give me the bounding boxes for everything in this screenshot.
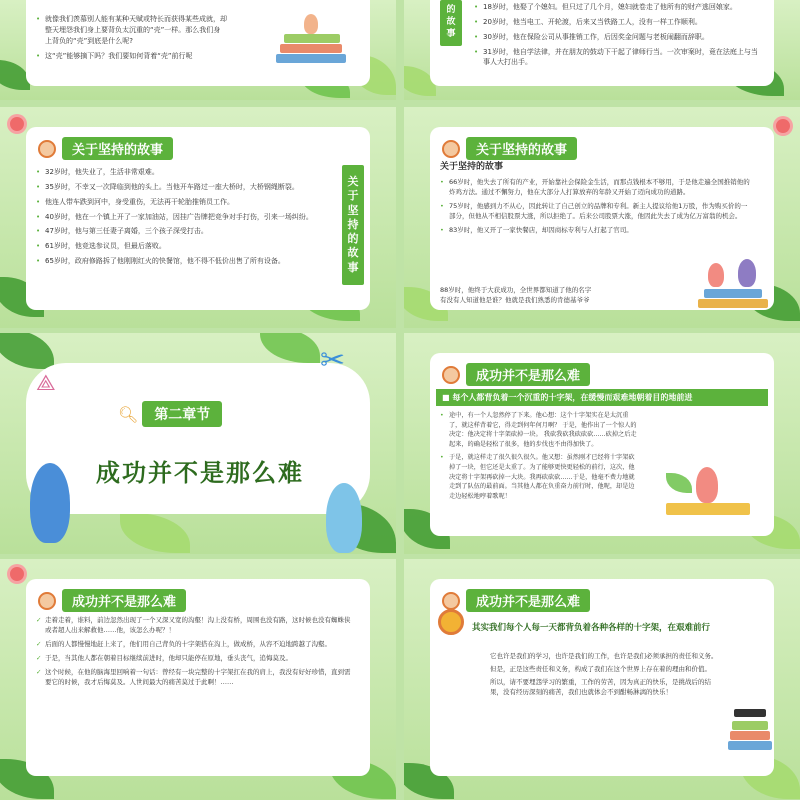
slide-2-bullet: • 31岁时，他自学法律，并在朋友的鼓动下干起了律师行当。一次审案时，竟在法庭上与当事人大打出手。 xyxy=(474,47,764,69)
teacher-avatar-icon xyxy=(38,140,56,158)
girl-illustration xyxy=(326,483,362,553)
teacher-avatar-icon xyxy=(442,140,460,158)
slide-3-title-row xyxy=(38,137,173,160)
slide-8-heading: 其实我们每个人每一天都背负着各种各样的十字架，在艰难前行 xyxy=(472,623,711,633)
slide-1-bullets xyxy=(36,14,261,65)
slide-8-title-row xyxy=(442,589,590,612)
slide-6-banner: ■ 每个人都背负着一个沉重的十字架，在缓慢而艰难地朝着目的地前进 xyxy=(436,389,768,406)
slide-5-card xyxy=(26,343,370,514)
slide-1-card xyxy=(26,0,370,86)
slide-8-title: 成功并不是那么难 xyxy=(466,589,590,612)
slide-7-bullets xyxy=(36,615,356,691)
slide-4-title-row xyxy=(442,137,577,160)
chapter-label: 第二章节 xyxy=(142,401,222,427)
books-illustration xyxy=(276,10,346,70)
teacher-avatar-icon xyxy=(442,592,460,610)
reading-girl-illustration xyxy=(666,453,750,523)
slide-2[interactable] xyxy=(404,0,800,100)
slide-8-paragraphs xyxy=(490,651,720,697)
slide-8-paragraph: 但是，正是这些责任和义务，构成了我们在这个世界上存在着的理由和价值。 xyxy=(490,665,711,674)
slide-4-subtitle: 关于坚持的故事 xyxy=(440,162,504,172)
slide-7-bullet: ✓ 走着走着，谁料，前边忽然出现了一个又深又宽的沟壑！沟上没有桥，周围也没有路，这时候也没有蜘蛛侠或者超人出来解救他……他，该怎么办呢？！ xyxy=(36,615,356,635)
slide-7-title: 成功并不是那么难 xyxy=(62,589,186,612)
slide-4-card xyxy=(430,127,774,310)
slide-7-bullet: ✓ 后面的人都慢慢地赶上来了，他们用自己背负的十字架搭在沟上，做成桥，从容不迫地跨越了沟壑。 xyxy=(36,639,356,649)
slide-6-bullet: • 于是，就这样走了很久很久很久。他又想：虽然刚才已经将十字架砍掉了一块，但它还是太重了。为了能够更快更轻松的前行，这次，他决定将十字架再砍掉一大块。我再砍砍砍……于是，他毫不费力地就走到了队伍的最前面。当其他人都在负重奋力前行时，他呢，却是边走边轻松地哼着歌呢！ xyxy=(440,453,640,501)
magnifier-icon: 🔍︎ xyxy=(118,404,139,424)
teacher-avatar-icon xyxy=(38,592,56,610)
slide-4-bullet: • 66岁时，他失去了所有的产业，开始靠社会保险金生活，而那点钱根本不够用，于是他走遍全国推销他的炸鸡方法。通过不懈努力，他在大部分人打算放弃的年龄又开始了迈向成功的道路。 xyxy=(440,177,750,197)
slide-4-footer: 88岁时，他终于大获成功，全世界都知道了他的名字 有没有人知道他是谁？他就是我们熟悉的肯德基爷爷 xyxy=(440,286,592,305)
slide-2-side-label: 的 故 事 xyxy=(440,0,462,46)
slide-6-bullet: • 途中，有一个人忽然停了下来。他心想：这个十字架实在是太沉重了，就这样背着它，得走到何年何月啊？ 于是，他作出了一个惊人的决定：他决定将十字架砍掉一块。 我砍我砍我砍砍砍……砍掉之后走起来，的确是轻松了很多，他的步伐也不由得加快了。 xyxy=(440,411,640,449)
compass-icon: ⟁ xyxy=(36,371,56,396)
slide-1-bullet: • 就像我们羡慕别人能有某种天赋或特长而获得某些成就，却 整天埋怨我们身上要背负太沉重的“壳”一样。那么我们身 上背负的“壳”到底是什么呢? xyxy=(36,14,261,47)
slide-3-side-label: 关 于 坚 持 的 故 事 xyxy=(342,165,364,285)
slide-2-bullet: • 20岁时，他当电工、开轮渡，后来又当铁路工人，没有一样工作顺利。 xyxy=(474,17,764,28)
slide-4-title: 关于坚持的故事 xyxy=(466,137,577,160)
slide-8-paragraph: 所以，请不要埋怨学习的繁重，工作的劳苦，因为真正的快乐，是挑战后的结果，没有经历深刻的痛苦，我们也就体会不到酣畅淋漓的快乐！ xyxy=(490,678,711,697)
slide-3-bullet: • 35岁时，不幸又一次降临到他的头上。当他开车路过一座大桥时，大桥钢绳断裂。 xyxy=(36,182,326,193)
chapter-title: 成功并不是那么难 xyxy=(96,459,304,487)
slide-4[interactable] xyxy=(404,107,800,328)
slide-3-bullet: • 61岁时，他竞选参议员，但最后落败。 xyxy=(36,241,326,252)
slide-7-title-row xyxy=(38,589,186,612)
chapter-badge xyxy=(118,401,222,427)
slide-3-bullet: • 47岁时，他与第三任妻子离婚，三个孩子深受打击。 xyxy=(36,226,326,237)
slide-6[interactable] xyxy=(404,333,800,554)
slide-3-card xyxy=(26,127,370,310)
slide-8-paragraph: 它也许是我们的学习，也许是我们的工作，也许是我们必须承担的责任和义务。 xyxy=(490,652,718,660)
boy-illustration xyxy=(30,463,70,543)
slide-3-title: 关于坚持的故事 xyxy=(62,137,173,160)
slide-4-bullets xyxy=(440,177,750,239)
slide-2-bullet: • 30岁时，他在保险公司从事推销工作，后因奖金问题与老板闹翻而辞职。 xyxy=(474,32,764,43)
slide-6-bullets xyxy=(440,411,640,505)
slide-8[interactable] xyxy=(404,559,800,800)
slide-3[interactable] xyxy=(0,107,396,328)
slide-3-bullet: • 65岁时，政府修路拆了他刚刚红火的快餐馆，他不得不低价出售了所有设备。 xyxy=(36,256,326,267)
slide-6-title-row xyxy=(442,363,590,386)
slide-4-bullet: • 83岁时，他又开了一家快餐店，却因商标专利与人打起了官司。 xyxy=(440,225,750,235)
reading-kids-illustration xyxy=(698,255,768,310)
slide-3-bullet: • 32岁时，他失业了，生活非常艰难。 xyxy=(36,167,326,178)
graduation-books-illustration xyxy=(728,701,772,751)
slide-2-bullets xyxy=(474,2,764,72)
slide-3-bullet: • 他连人带车跌到河中，身受重伤，无法再干轮胎推销员工作。 xyxy=(36,197,326,208)
slide-1-bullet: • 这“壳”能够摘下吗？我们要如何背着“壳”前行呢 xyxy=(36,51,261,62)
slide-1[interactable] xyxy=(0,0,396,100)
slide-2-bullet: • 18岁时，他娶了个媳妇。但只过了几个月，媳妇就卷走了他所有的财产逃回娘家。 xyxy=(474,2,764,13)
teacher-avatar-icon xyxy=(442,366,460,384)
slide-7-bullet: ✓ 于是，当其他人都在朝着目标继续前进时，他却只能停在原地，垂头丧气，追悔莫及。 xyxy=(36,653,356,663)
slide-5[interactable] xyxy=(0,333,396,554)
medal-icon xyxy=(438,609,464,635)
slide-8-card xyxy=(430,579,774,776)
slide-6-card xyxy=(430,353,774,536)
slide-7-card xyxy=(26,579,370,776)
slide-2-card xyxy=(430,0,774,86)
scissors-icon: ✂ xyxy=(320,343,346,378)
slide-4-bullet: • 75岁时，他感到力不从心，因此转让了自己创立的品牌和专利。新主人提议给他1万股，作为购买价的一部分，但他从不相信股票大涨，所以拒绝了。后来公司股票大涨，他因此失去了成为亿万富翁的机会。 xyxy=(440,201,750,221)
slide-6-title: 成功并不是那么难 xyxy=(466,363,590,386)
slide-7[interactable] xyxy=(0,559,396,800)
slide-3-bullets xyxy=(36,167,326,271)
slide-3-bullet: • 40岁时，他在一个镇上开了一家加油站，因挂广告牌把竞争对手打伤，引来一场纠纷。 xyxy=(36,212,326,223)
slide-7-bullet: ✓ 这个时候，在他的脑海里回响着一句话：曾经有一块完整的十字架扛在我的肩上，我没有好好珍惜，直到需要它的时候，我才后悔莫及。人世间最大的痛苦莫过于此啊！…… xyxy=(36,667,356,687)
